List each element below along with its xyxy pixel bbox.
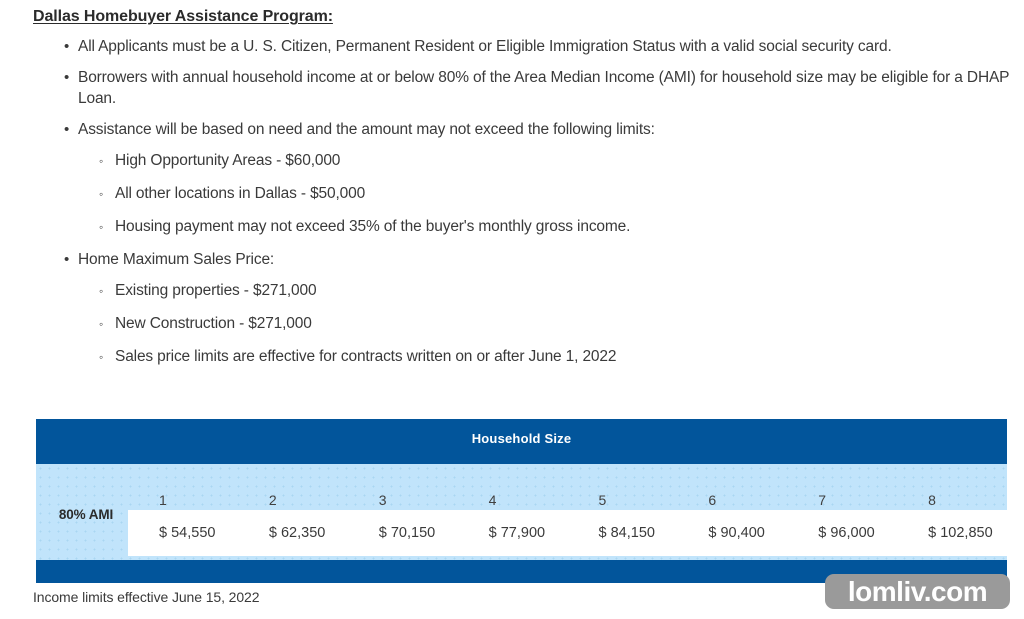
- list-item: [0, 249, 1024, 270]
- list-item-text: All Applicants must be a U. S. Citizen, Permanent Resident or Eligible Immigration Status with a valid social security card.: [78, 38, 892, 55]
- program-requirements-list: [0, 36, 1024, 379]
- circle-bullet-icon: ◦: [99, 220, 104, 234]
- disc-bullet-icon: •: [64, 69, 70, 86]
- page-title: Dallas Homebuyer Assistance Program:: [33, 8, 333, 25]
- sub-list-item: [0, 216, 1024, 237]
- list-item-text: Assistance will be based on need and the amount may not exceed the following limits:: [78, 121, 655, 138]
- table-cell: $ 84,150: [598, 525, 655, 541]
- column-header-cell: 4: [488, 492, 497, 508]
- sub-list-item: [0, 346, 1024, 367]
- list-item-text: Home Maximum Sales Price:: [78, 251, 275, 268]
- table-cell: $ 62,350: [268, 525, 326, 541]
- sub-list-item: [0, 280, 1024, 301]
- table-cell: $ 77,900: [488, 525, 546, 541]
- list-item: [0, 36, 1024, 57]
- column-header-cell: 1: [159, 492, 167, 508]
- table-cell: $ 70,150: [378, 525, 436, 541]
- sub-list-item: [0, 313, 1024, 334]
- table-row: [128, 510, 1007, 556]
- circle-bullet-icon: ◦: [99, 317, 104, 331]
- column-header-cell: 8: [928, 492, 936, 508]
- disc-bullet-icon: •: [64, 251, 70, 268]
- income-limits-table: [36, 419, 1007, 583]
- circle-bullet-icon: ◦: [99, 284, 104, 298]
- table-header-title: Household Size: [471, 431, 572, 446]
- table-row-label: 80% AMI: [58, 507, 114, 522]
- table-cell: $ 96,000: [818, 525, 875, 541]
- table-cell: $ 102,850: [928, 525, 993, 541]
- list-item: [0, 119, 1024, 140]
- column-header-cell: 2: [268, 492, 277, 508]
- disc-bullet-icon: •: [64, 121, 70, 138]
- table-cell: $ 90,400: [708, 525, 765, 541]
- sub-list-item-text: High Opportunity Areas - $60,000: [115, 152, 341, 169]
- sub-list-item-text: New Construction - $271,000: [115, 315, 312, 332]
- table-column-headers: [128, 464, 1007, 510]
- column-header-cell: 6: [708, 492, 717, 508]
- column-header-cell: 3: [378, 492, 387, 508]
- circle-bullet-icon: ◦: [99, 154, 104, 168]
- sub-list-item-text: Sales price limits are effective for contracts written on or after June 1, 2022: [115, 348, 617, 365]
- watermark-badge: [825, 574, 1010, 609]
- sub-list-item-text: Housing payment may not exceed 35% of the buyer's monthly gross income.: [115, 218, 631, 235]
- table-caption: Income limits effective June 15, 2022: [33, 589, 260, 605]
- sub-list-item-text: All other locations in Dallas - $50,000: [115, 185, 366, 202]
- disc-bullet-icon: •: [64, 38, 70, 55]
- watermark-text: lomliv.com: [847, 575, 988, 607]
- sub-list-item: [0, 150, 1024, 171]
- sub-list-item: [0, 183, 1024, 204]
- table-cell: $ 54,550: [159, 525, 216, 541]
- sub-list-item-text: Existing properties - $271,000: [115, 282, 317, 299]
- column-header-cell: 7: [818, 492, 827, 508]
- circle-bullet-icon: ◦: [99, 350, 104, 364]
- circle-bullet-icon: ◦: [99, 187, 104, 201]
- list-item-text: Borrowers with annual household income at or below 80% of the Area Median Income (AMI) for household size may be eligible for a DHAP Loan.: [78, 69, 1010, 107]
- table-header-band: [36, 419, 1007, 464]
- column-header-cell: 5: [598, 492, 607, 508]
- list-item: [0, 67, 1024, 109]
